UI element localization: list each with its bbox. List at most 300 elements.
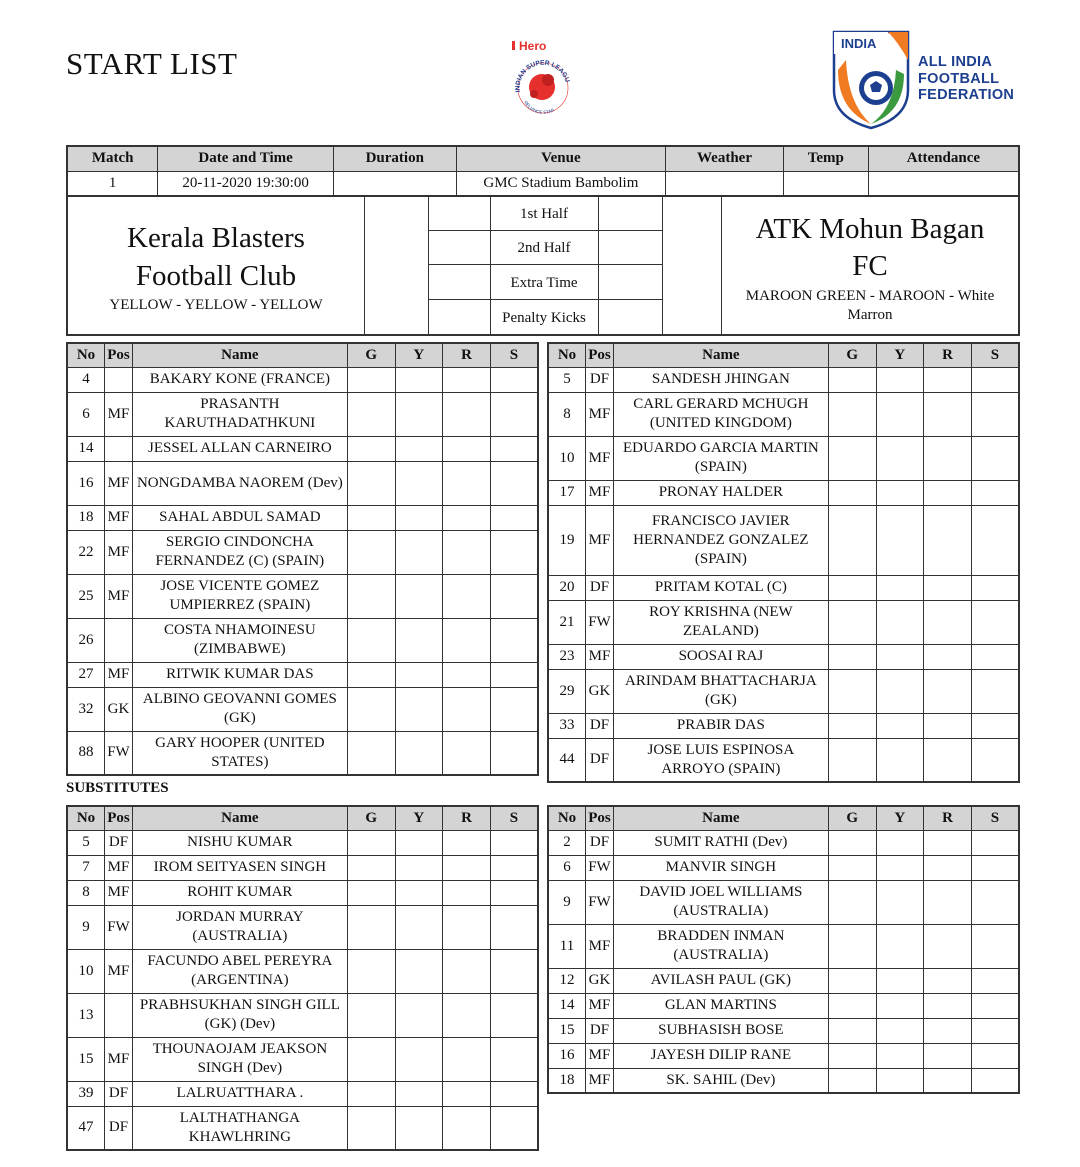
- player-position: MF: [586, 436, 614, 480]
- substitution-cell: [971, 713, 1019, 738]
- goals-cell: [828, 392, 876, 436]
- player-name: BAKARY KONE (FRANCE): [132, 367, 347, 392]
- aiff-name-line1: ALL INDIA: [918, 54, 993, 70]
- player-number: 11: [548, 924, 586, 968]
- player-row: [67, 505, 538, 530]
- substitution-cell: [490, 662, 538, 687]
- red-card-cell: [443, 574, 491, 618]
- red-header: R: [443, 343, 491, 367]
- yellow-card-cell: [876, 480, 924, 505]
- player-row: [548, 855, 1019, 880]
- player-row: [67, 687, 538, 731]
- player-position: MF: [105, 662, 133, 687]
- substitution-cell: [490, 880, 538, 905]
- yellow-card-cell: [395, 461, 443, 505]
- substitution-cell: [490, 830, 538, 855]
- player-position: MF: [586, 505, 614, 575]
- yellow-card-cell: [876, 367, 924, 392]
- player-row: [67, 367, 538, 392]
- red-card-cell: [443, 1081, 491, 1106]
- yellow-card-cell: [876, 738, 924, 782]
- home-team-name-line2: Football Club: [135, 260, 297, 292]
- away-team-kit-line2: Marron: [847, 307, 893, 323]
- sub-header: S: [490, 343, 538, 367]
- substitution-cell: [490, 505, 538, 530]
- goals-cell: [828, 993, 876, 1018]
- goals-cell: [347, 1037, 395, 1081]
- substitution-cell: [971, 600, 1019, 644]
- away-team-name-line1: ATK Mohun Bagan: [755, 213, 985, 245]
- player-position: FW: [105, 731, 133, 775]
- match-header: Match: [67, 146, 158, 171]
- player-number: 47: [67, 1106, 105, 1150]
- name-header: Name: [132, 806, 347, 830]
- away-starting-table: [547, 342, 1020, 783]
- substitution-cell: [490, 530, 538, 574]
- player-name: JESSEL ALLAN CARNEIRO: [132, 436, 347, 461]
- yellow-card-cell: [876, 600, 924, 644]
- red-card-cell: [924, 600, 972, 644]
- player-name: ROY KRISHNA (NEW ZEALAND): [613, 600, 828, 644]
- player-position: FW: [586, 880, 614, 924]
- substitutes-label: SUBSTITUTES: [66, 780, 169, 796]
- yellow-card-cell: [876, 505, 924, 575]
- yellow-card-cell: [876, 1068, 924, 1093]
- yellow-card-cell: [395, 505, 443, 530]
- player-name: BRADDEN INMAN (AUSTRALIA): [613, 924, 828, 968]
- goals-cell: [828, 1043, 876, 1068]
- match-duration: [333, 171, 456, 196]
- aiff-shield-icon: [832, 30, 912, 130]
- aiff-name-line3: FEDERATION: [918, 87, 1015, 103]
- player-row: [548, 575, 1019, 600]
- period-penalty-kicks: Penalty Kicks: [502, 310, 586, 326]
- red-card-cell: [924, 367, 972, 392]
- player-name: PRASANTH KARUTHADATHKUNI: [132, 392, 347, 436]
- red-card-cell: [443, 1106, 491, 1150]
- goals-cell: [828, 367, 876, 392]
- player-number: 6: [548, 855, 586, 880]
- red-card-cell: [924, 1068, 972, 1093]
- substitution-cell: [971, 367, 1019, 392]
- yellow-card-cell: [876, 880, 924, 924]
- red-header: R: [924, 343, 972, 367]
- player-row: [67, 1106, 538, 1150]
- red-card-cell: [924, 436, 972, 480]
- match-temp: [783, 171, 868, 196]
- player-name: SK. SAHIL (Dev): [613, 1068, 828, 1093]
- goals-cell: [347, 505, 395, 530]
- goals-cell: [828, 669, 876, 713]
- player-number: 22: [67, 530, 105, 574]
- player-name: THOUNAOJAM JEAKSON SINGH (Dev): [132, 1037, 347, 1081]
- player-position: MF: [586, 392, 614, 436]
- player-position: MF: [586, 924, 614, 968]
- sub-header: S: [971, 343, 1019, 367]
- name-header: Name: [613, 806, 828, 830]
- yellow-card-cell: [395, 880, 443, 905]
- substitution-cell: [971, 855, 1019, 880]
- home-team-kit: YELLOW - YELLOW - YELLOW: [109, 297, 323, 313]
- player-row: [548, 600, 1019, 644]
- substitution-cell: [490, 392, 538, 436]
- player-name: EDUARDO GARCIA MARTIN (SPAIN): [613, 436, 828, 480]
- goals-cell: [347, 1081, 395, 1106]
- player-name: SUBHASISH BOSE: [613, 1018, 828, 1043]
- player-position: MF: [586, 1068, 614, 1093]
- substitution-cell: [971, 669, 1019, 713]
- period-extra-time: Extra Time: [510, 275, 578, 291]
- player-position: MF: [586, 1043, 614, 1068]
- home-subs-table: [66, 805, 539, 1151]
- home-team-name: [68, 219, 364, 295]
- player-row: [67, 574, 538, 618]
- goals-header: G: [828, 806, 876, 830]
- player-name: ROHIT KUMAR: [132, 880, 347, 905]
- isl-brand-text: Hero: [519, 39, 547, 53]
- match-venue: GMC Stadium Bambolim: [456, 171, 665, 196]
- substitution-cell: [971, 505, 1019, 575]
- goals-cell: [347, 618, 395, 662]
- yellow-card-cell: [395, 731, 443, 775]
- red-card-cell: [924, 644, 972, 669]
- player-name: RITWIK KUMAR DAS: [132, 662, 347, 687]
- player-number: 23: [548, 644, 586, 669]
- sub-header: S: [971, 806, 1019, 830]
- substitution-cell: [490, 1037, 538, 1081]
- player-row: [67, 1037, 538, 1081]
- substitution-cell: [971, 392, 1019, 436]
- player-number: 10: [67, 949, 105, 993]
- player-number: 26: [67, 618, 105, 662]
- goals-cell: [828, 880, 876, 924]
- substitution-cell: [971, 1018, 1019, 1043]
- yellow-card-cell: [395, 830, 443, 855]
- red-card-cell: [443, 855, 491, 880]
- player-position: MF: [105, 461, 133, 505]
- period-2nd-half: 2nd Half: [517, 240, 571, 256]
- red-card-cell: [443, 461, 491, 505]
- substitution-cell: [490, 855, 538, 880]
- player-position: MF: [105, 574, 133, 618]
- player-name: JOSE LUIS ESPINOSA ARROYO (SPAIN): [613, 738, 828, 782]
- player-name: GLAN MARTINS: [613, 993, 828, 1018]
- red-card-cell: [924, 968, 972, 993]
- player-row: [548, 713, 1019, 738]
- sub-header: S: [490, 806, 538, 830]
- player-row: [67, 731, 538, 775]
- player-name: SERGIO CINDONCHA FERNANDEZ (C) (SPAIN): [132, 530, 347, 574]
- player-name: SOOSAI RAJ: [613, 644, 828, 669]
- player-row: [67, 662, 538, 687]
- goals-cell: [347, 574, 395, 618]
- roster-header-row: [548, 806, 1019, 830]
- isl-sub-text: RELIANCE STAR: [523, 99, 556, 115]
- red-card-cell: [443, 731, 491, 775]
- yellow-card-cell: [395, 687, 443, 731]
- home-starting-table: [66, 342, 539, 776]
- home-team-block: [68, 197, 365, 334]
- player-row: [548, 1018, 1019, 1043]
- player-number: 16: [548, 1043, 586, 1068]
- player-name: DAVID JOEL WILLIAMS (AUSTRALIA): [613, 880, 828, 924]
- player-number: 13: [67, 993, 105, 1037]
- red-card-cell: [443, 830, 491, 855]
- player-number: 9: [67, 905, 105, 949]
- pos-header: Pos: [586, 343, 614, 367]
- red-card-cell: [443, 880, 491, 905]
- goals-cell: [828, 830, 876, 855]
- player-name: FRANCISCO JAVIER HERNANDEZ GONZALEZ (SPAIN): [613, 505, 828, 575]
- substitution-cell: [490, 367, 538, 392]
- player-row: [548, 993, 1019, 1018]
- player-name: ALBINO GEOVANNI GOMES (GK): [132, 687, 347, 731]
- player-name: LALRUATTHARA .: [132, 1081, 347, 1106]
- substitution-cell: [490, 949, 538, 993]
- yellow-card-cell: [876, 924, 924, 968]
- player-row: [67, 993, 538, 1037]
- player-row: [548, 644, 1019, 669]
- substitution-cell: [971, 575, 1019, 600]
- player-row: [67, 530, 538, 574]
- yellow-card-cell: [876, 575, 924, 600]
- player-row: [548, 830, 1019, 855]
- yellow-card-cell: [876, 993, 924, 1018]
- player-row: [548, 392, 1019, 436]
- red-card-cell: [924, 575, 972, 600]
- player-row: [67, 1081, 538, 1106]
- player-number: 14: [67, 436, 105, 461]
- red-card-cell: [443, 367, 491, 392]
- goals-cell: [828, 713, 876, 738]
- goals-cell: [347, 905, 395, 949]
- red-card-cell: [924, 505, 972, 575]
- red-card-cell: [443, 392, 491, 436]
- player-number: 29: [548, 669, 586, 713]
- player-position: DF: [586, 1018, 614, 1043]
- player-position: MF: [105, 392, 133, 436]
- player-name: NONGDAMBA NAOREM (Dev): [132, 461, 347, 505]
- player-name: SUMIT RATHI (Dev): [613, 830, 828, 855]
- goals-cell: [347, 392, 395, 436]
- player-number: 8: [67, 880, 105, 905]
- substitution-cell: [490, 731, 538, 775]
- teams-panel: [66, 195, 1020, 336]
- goals-cell: [347, 949, 395, 993]
- substitution-cell: [490, 993, 538, 1037]
- player-number: 4: [67, 367, 105, 392]
- yellow-card-cell: [876, 1018, 924, 1043]
- red-card-cell: [443, 1037, 491, 1081]
- red-card-cell: [924, 1043, 972, 1068]
- substitution-cell: [971, 1043, 1019, 1068]
- red-card-cell: [443, 905, 491, 949]
- yellow-card-cell: [876, 855, 924, 880]
- player-position: DF: [105, 1106, 133, 1150]
- player-position: [105, 367, 133, 392]
- red-card-cell: [443, 662, 491, 687]
- name-header: Name: [613, 343, 828, 367]
- red-card-cell: [924, 392, 972, 436]
- no-header: No: [548, 806, 586, 830]
- yellow-card-cell: [395, 436, 443, 461]
- player-number: 5: [67, 830, 105, 855]
- yellow-card-cell: [876, 1043, 924, 1068]
- player-position: DF: [586, 830, 614, 855]
- player-number: 88: [67, 731, 105, 775]
- substitution-cell: [971, 993, 1019, 1018]
- yellow-card-cell: [395, 618, 443, 662]
- player-number: 10: [548, 436, 586, 480]
- goals-cell: [828, 855, 876, 880]
- player-row: [548, 1068, 1019, 1093]
- red-card-cell: [443, 436, 491, 461]
- red-card-cell: [443, 618, 491, 662]
- player-position: MF: [586, 993, 614, 1018]
- goals-cell: [347, 687, 395, 731]
- yellow-card-cell: [876, 968, 924, 993]
- player-position: DF: [586, 575, 614, 600]
- player-position: MF: [105, 949, 133, 993]
- player-row: [67, 436, 538, 461]
- temp-header: Temp: [783, 146, 868, 171]
- goals-cell: [347, 993, 395, 1037]
- substitution-cell: [490, 436, 538, 461]
- red-card-cell: [924, 738, 972, 782]
- roster-header-row: [67, 806, 538, 830]
- date-time-header: Date and Time: [158, 146, 334, 171]
- red-card-cell: [443, 687, 491, 731]
- match-info-table: [66, 145, 1020, 197]
- red-card-cell: [924, 830, 972, 855]
- aiff-logo: [832, 30, 1022, 130]
- yellow-card-cell: [876, 392, 924, 436]
- substitution-cell: [490, 905, 538, 949]
- red-card-cell: [443, 949, 491, 993]
- aiff-name-line2: FOOTBALL: [918, 70, 1000, 87]
- no-header: No: [548, 343, 586, 367]
- red-card-cell: [924, 880, 972, 924]
- player-position: MF: [105, 880, 133, 905]
- goals-cell: [828, 480, 876, 505]
- match-attendance: [868, 171, 1019, 196]
- player-row: [67, 461, 538, 505]
- yellow-header: Y: [395, 343, 443, 367]
- player-name: AVILASH PAUL (GK): [613, 968, 828, 993]
- pos-header: Pos: [586, 806, 614, 830]
- roster-header-row: [67, 343, 538, 367]
- player-position: GK: [586, 669, 614, 713]
- yellow-card-cell: [395, 993, 443, 1037]
- goals-cell: [347, 367, 395, 392]
- player-name: IROM SEITYASEN SINGH: [132, 855, 347, 880]
- player-name: SANDESH JHINGAN: [613, 367, 828, 392]
- pos-header: Pos: [105, 343, 133, 367]
- player-position: [105, 993, 133, 1037]
- player-name: FACUNDO ABEL PEREYRA (ARGENTINA): [132, 949, 347, 993]
- goals-cell: [347, 662, 395, 687]
- player-position: DF: [105, 1081, 133, 1106]
- player-name: GARY HOOPER (UNITED STATES): [132, 731, 347, 775]
- player-number: 14: [548, 993, 586, 1018]
- yellow-card-cell: [395, 949, 443, 993]
- player-number: 17: [548, 480, 586, 505]
- player-row: [548, 1043, 1019, 1068]
- substitution-cell: [490, 618, 538, 662]
- red-card-cell: [443, 993, 491, 1037]
- player-row: [67, 392, 538, 436]
- substitution-cell: [971, 644, 1019, 669]
- player-name: ARINDAM BHATTACHARJA (GK): [613, 669, 828, 713]
- player-number: 18: [548, 1068, 586, 1093]
- player-position: MF: [105, 1037, 133, 1081]
- player-position: DF: [586, 367, 614, 392]
- player-name: COSTA NHAMOINESU (ZIMBABWE): [132, 618, 347, 662]
- player-name: PRITAM KOTAL (C): [613, 575, 828, 600]
- weather-header: Weather: [666, 146, 784, 171]
- player-number: 16: [67, 461, 105, 505]
- period-1st-half: 1st Half: [520, 206, 568, 222]
- goals-cell: [347, 731, 395, 775]
- player-name: PRABIR DAS: [613, 713, 828, 738]
- name-header: Name: [132, 343, 347, 367]
- yellow-card-cell: [395, 530, 443, 574]
- goals-cell: [347, 830, 395, 855]
- yellow-card-cell: [395, 1081, 443, 1106]
- away-team-name: [722, 211, 1018, 285]
- away-team-kit-line1: MAROON GREEN - MAROON - White: [745, 288, 995, 304]
- player-number: 9: [548, 880, 586, 924]
- red-card-cell: [443, 505, 491, 530]
- yellow-card-cell: [876, 830, 924, 855]
- player-position: MF: [105, 855, 133, 880]
- player-position: GK: [586, 968, 614, 993]
- player-row: [67, 618, 538, 662]
- isl-ring-text: INDIAN SUPER LEAGU: [514, 59, 571, 93]
- substitution-cell: [971, 830, 1019, 855]
- yellow-card-cell: [395, 367, 443, 392]
- substitution-cell: [971, 880, 1019, 924]
- player-number: 15: [548, 1018, 586, 1043]
- yellow-card-cell: [395, 905, 443, 949]
- red-card-cell: [443, 530, 491, 574]
- yellow-header: Y: [876, 343, 924, 367]
- yellow-card-cell: [395, 1037, 443, 1081]
- player-number: 2: [548, 830, 586, 855]
- player-number: 5: [548, 367, 586, 392]
- away-team-kit: [722, 287, 1018, 325]
- player-row: [67, 855, 538, 880]
- yellow-card-cell: [395, 392, 443, 436]
- aiff-name: [918, 54, 1014, 104]
- yellow-header: Y: [876, 806, 924, 830]
- goals-cell: [347, 855, 395, 880]
- player-name: JAYESH DILIP RANE: [613, 1043, 828, 1068]
- player-position: DF: [586, 738, 614, 782]
- goals-header: G: [347, 806, 395, 830]
- substitution-cell: [971, 924, 1019, 968]
- goals-cell: [828, 644, 876, 669]
- red-card-cell: [924, 669, 972, 713]
- away-team-name-line2: FC: [852, 250, 888, 282]
- player-position: DF: [586, 713, 614, 738]
- goals-cell: [828, 505, 876, 575]
- yellow-card-cell: [876, 436, 924, 480]
- yellow-card-cell: [876, 644, 924, 669]
- player-row: [548, 436, 1019, 480]
- goals-cell: [347, 530, 395, 574]
- player-position: FW: [586, 600, 614, 644]
